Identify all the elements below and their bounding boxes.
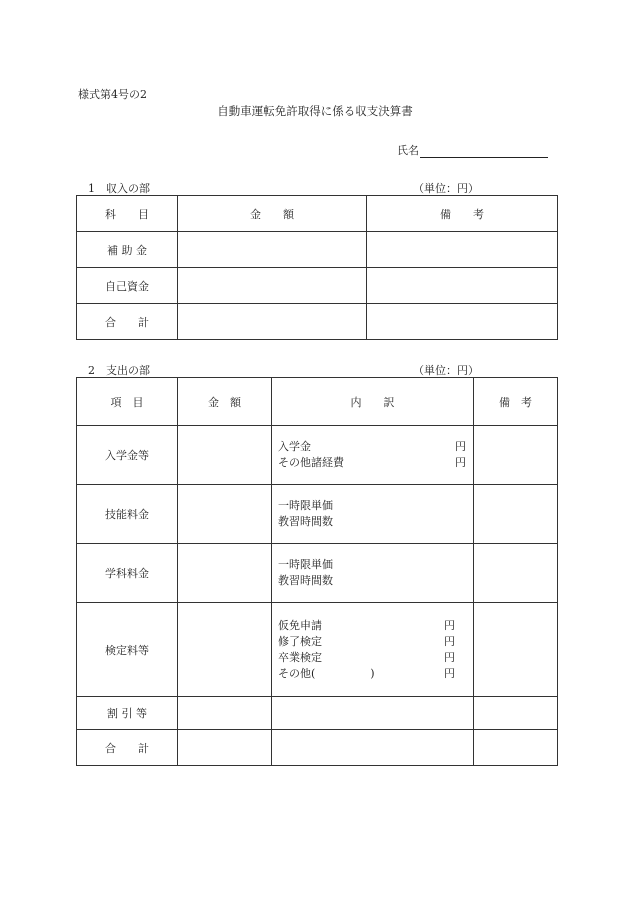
document-title: 自動車運転免許取得に係る収支決算書 — [217, 104, 413, 118]
income-remarks-subsidy[interactable] — [367, 232, 558, 268]
expense-row-total — [77, 730, 558, 766]
income-remarks-total[interactable] — [367, 304, 558, 340]
expense-amount-entrance[interactable] — [178, 426, 272, 485]
expense-remarks-discount[interactable] — [474, 697, 558, 730]
expense-header-amount: 金 額 — [178, 378, 272, 426]
income-label-total: 合 計 — [77, 304, 178, 340]
expense-row-discount — [77, 697, 558, 730]
income-row-own-funds — [77, 268, 558, 304]
expense-remarks-total[interactable] — [474, 730, 558, 766]
income-row-total — [77, 304, 558, 340]
expense-label-entrance: 入学金等 — [77, 426, 178, 485]
expense-table — [76, 377, 558, 766]
income-section-title: 1 収入の部 — [88, 182, 150, 195]
form-number: 様式第4号の2 — [78, 88, 147, 101]
expense-amount-discount[interactable] — [178, 697, 272, 730]
breakdown-line: 教習時間数 — [278, 574, 333, 587]
expense-section-title: 2 支出の部 — [88, 364, 150, 377]
breakdown-line: その他( ) 円 — [278, 666, 455, 680]
breakdown-line: 修了検定 円 — [278, 634, 455, 648]
expense-breakdown-total[interactable] — [272, 730, 474, 766]
expense-amount-exam[interactable] — [178, 603, 272, 697]
breakdown-line: その他諸経費 円 — [278, 456, 466, 469]
expense-label-skill: 技能料金 — [77, 485, 178, 544]
income-unit-label: （単位：円） — [413, 182, 479, 195]
expense-remarks-skill[interactable] — [474, 485, 558, 544]
income-row-subsidy — [77, 232, 558, 268]
expense-remarks-exam[interactable] — [474, 603, 558, 697]
expense-row-exam — [77, 603, 558, 697]
income-amount-own-funds[interactable] — [178, 268, 367, 304]
expense-breakdown-skill[interactable] — [272, 485, 474, 544]
expense-amount-total[interactable] — [178, 730, 272, 766]
income-label-subsidy: 補 助 金 — [77, 232, 178, 268]
expense-header-item: 項 目 — [77, 378, 178, 426]
breakdown-line: 仮免申請 円 — [278, 618, 455, 632]
breakdown-line: 教習時間数 — [278, 515, 333, 528]
expense-amount-skill[interactable] — [178, 485, 272, 544]
income-header-row — [77, 196, 558, 232]
breakdown-line: 一時限単価 — [278, 558, 333, 571]
income-amount-subsidy[interactable] — [178, 232, 367, 268]
income-header-amount: 金 額 — [178, 196, 367, 232]
breakdown-line: 一時限単価 — [278, 499, 333, 512]
expense-row-skill — [77, 485, 558, 544]
expense-remarks-entrance[interactable] — [474, 426, 558, 485]
expense-label-academic: 学科料金 — [77, 544, 178, 603]
income-header-remarks: 備 考 — [367, 196, 558, 232]
income-table — [76, 195, 558, 340]
name-label: 氏名 — [397, 144, 419, 157]
expense-remarks-academic[interactable] — [474, 544, 558, 603]
income-label-own-funds: 自己資金 — [77, 268, 178, 304]
income-remarks-own-funds[interactable] — [367, 268, 558, 304]
expense-breakdown-entrance[interactable] — [272, 426, 474, 485]
expense-header-row — [77, 378, 558, 426]
expense-row-entrance — [77, 426, 558, 485]
expense-breakdown-exam[interactable] — [272, 603, 474, 697]
expense-row-academic — [77, 544, 558, 603]
expense-label-total: 合 計 — [77, 730, 178, 766]
income-header-subject: 科 目 — [77, 196, 178, 232]
expense-header-remarks: 備 考 — [474, 378, 558, 426]
expense-amount-academic[interactable] — [178, 544, 272, 603]
breakdown-line: 入学金 円 — [278, 440, 466, 453]
expense-label-discount: 割 引 等 — [77, 697, 178, 730]
expense-header-breakdown: 内 訳 — [272, 378, 474, 426]
expense-label-exam: 検定料等 — [77, 603, 178, 697]
income-amount-total[interactable] — [178, 304, 367, 340]
expense-unit-label: （単位：円） — [413, 364, 479, 377]
name-field[interactable] — [397, 142, 548, 158]
expense-breakdown-academic[interactable] — [272, 544, 474, 603]
name-blank-line[interactable] — [420, 145, 548, 158]
breakdown-line: 卒業検定 円 — [278, 650, 455, 664]
expense-breakdown-discount[interactable] — [272, 697, 474, 730]
